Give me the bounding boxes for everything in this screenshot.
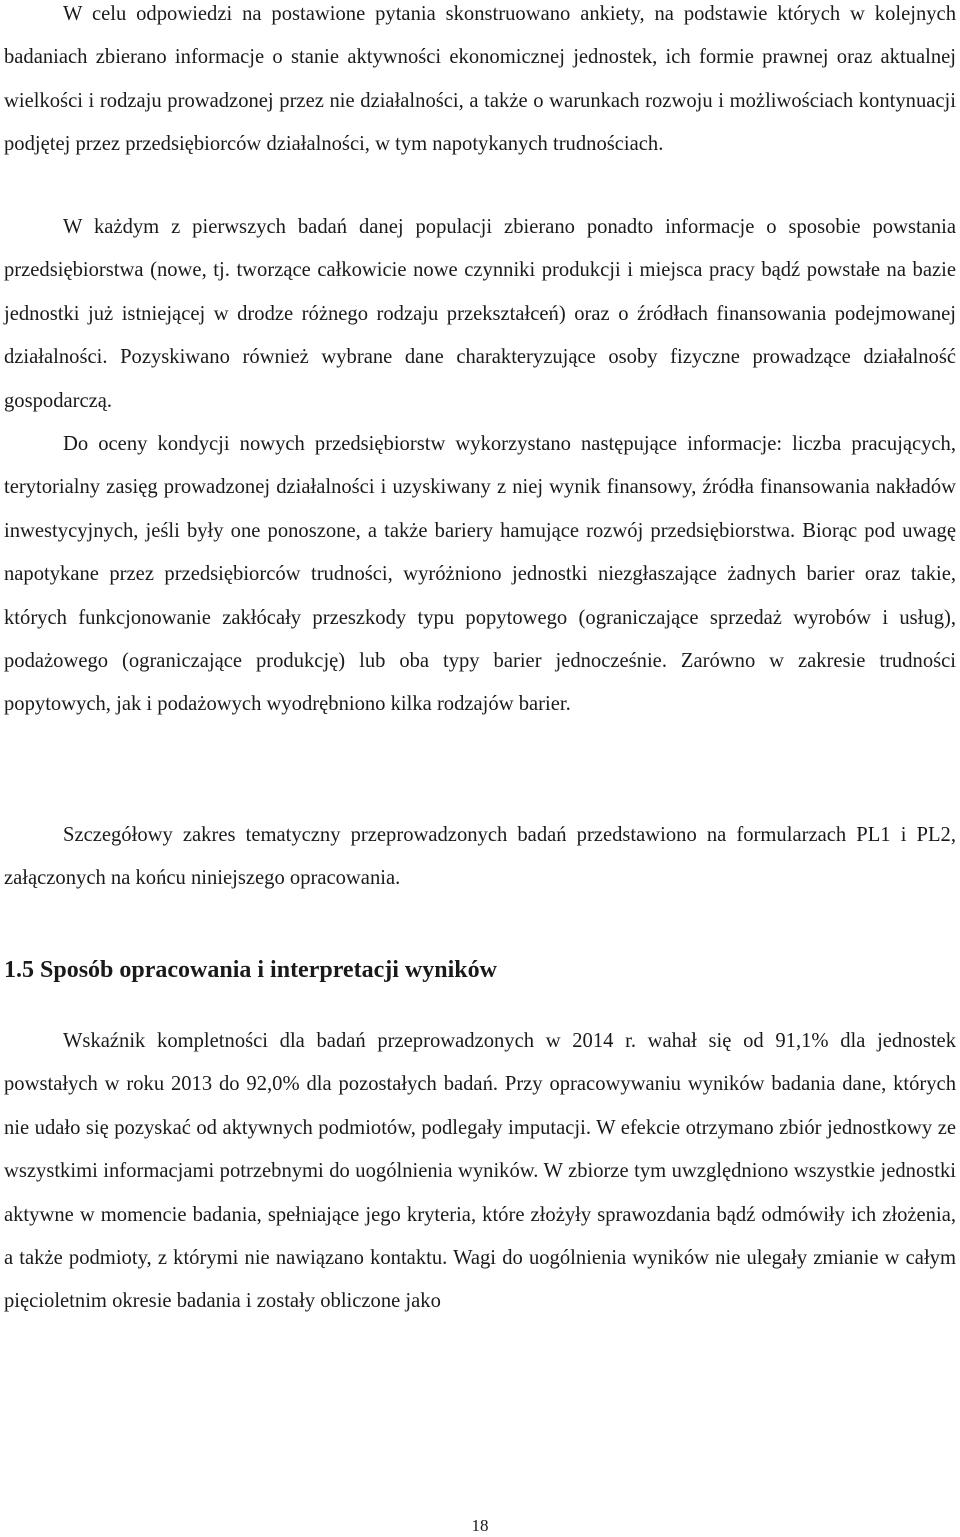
paragraph-completeness-index: Wskaźnik kompletności dla badań przeprowadzonych w 2014 r. wahał się od 91,1% dla jednostek powstałych w roku 2013 do 92,0% dla pozostałych badań. Przy opracowywaniu wyników badania dane, których nie udało się pozyskać od aktywnych podmiotów, podlegały imputacji. W efekcie otrzymano zbiór jednostkowy ze wszystkimi informacjami potrzebnymi do uogólnienia wyników. W zbiorze tym uwzględniono wszystkie jednostki aktywne w momencie badania, spełniające jego kryteria, które złożyły sprawozdania bądź odmówiły ich złożenia, a także podmioty, z którymi nie nawiązano kontaktu. Wagi do uogólnienia wyników nie ulegały zmianie w całym pięcioletnim okresie badania i zostały obliczone jako [4, 1030, 956, 1313]
paragraph-condition-assessment: Do oceny kondycji nowych przedsiębiorstw wykorzystano następujące informacje: liczba pracujących, terytorialny zasięg prowadzonej działalności i uzyskiwany z niej wynik finansowy, źródła finansowania nakładów inwestycyjnych, jeśli były one ponoszone, a także bariery hamujące rozwój przedsiębiorstwa. Biorąc pod uwagę napotykane przez przedsiębiorców trudności, wyróżniono jednostki niezgłaszające żadnych barier oraz takie, których funkcjonowanie zakłócały przeszkody typu popytowego (ograniczające sprzedaż wyrobów i usług), podażowego (ograniczające produkcję) lub oba typy barier jednocześnie. Zarówno w zakresie trudności popytowych, jak i podażowych wyodrębniono kilka rodzajów barier. [4, 433, 956, 716]
page-number: 18 [471, 1516, 489, 1535]
paragraph-survey-design: W celu odpowiedzi na postawione pytania skonstruowano ankiety, na podstawie których w kolejnych badaniach zbierano informacje o stanie aktywności ekonomicznej jednostek, ich formie prawnej oraz aktualnej wielkości i rodzaju prowadzonej przez nie działalności, a także o warunkach rozwoju i możliwościach kontynuacji podjętej przez przedsiębiorców działalności, w tym napotykanych trudnościach. [4, 3, 956, 156]
paragraph-first-survey-info: W każdym z pierwszych badań danej populacji zbierano ponadto informacje o sposobie powstania przedsiębiorstwa (nowe, tj. tworzące całkowicie nowe czynniki produkcji i miejsca pracy bądź powstałe na bazie jednostki już istniejącej w drodze różnego rodzaju przekształceń) oraz o źródłach finansowania podejmowanej działalności. Pozyskiwano również wybrane dane charakteryzujące osoby fizyczne prowadzące działalność gospodarczą. [4, 216, 956, 412]
paragraph-forms-scope: Szczegółowy zakres tematyczny przeprowadzonych badań przedstawiono na formularzach PL1 i PL2, załączonych na końcu niniejszego opracowania. [4, 824, 956, 890]
section-heading: 1.5 Sposób opracowania i interpretacji wyników [4, 957, 497, 983]
